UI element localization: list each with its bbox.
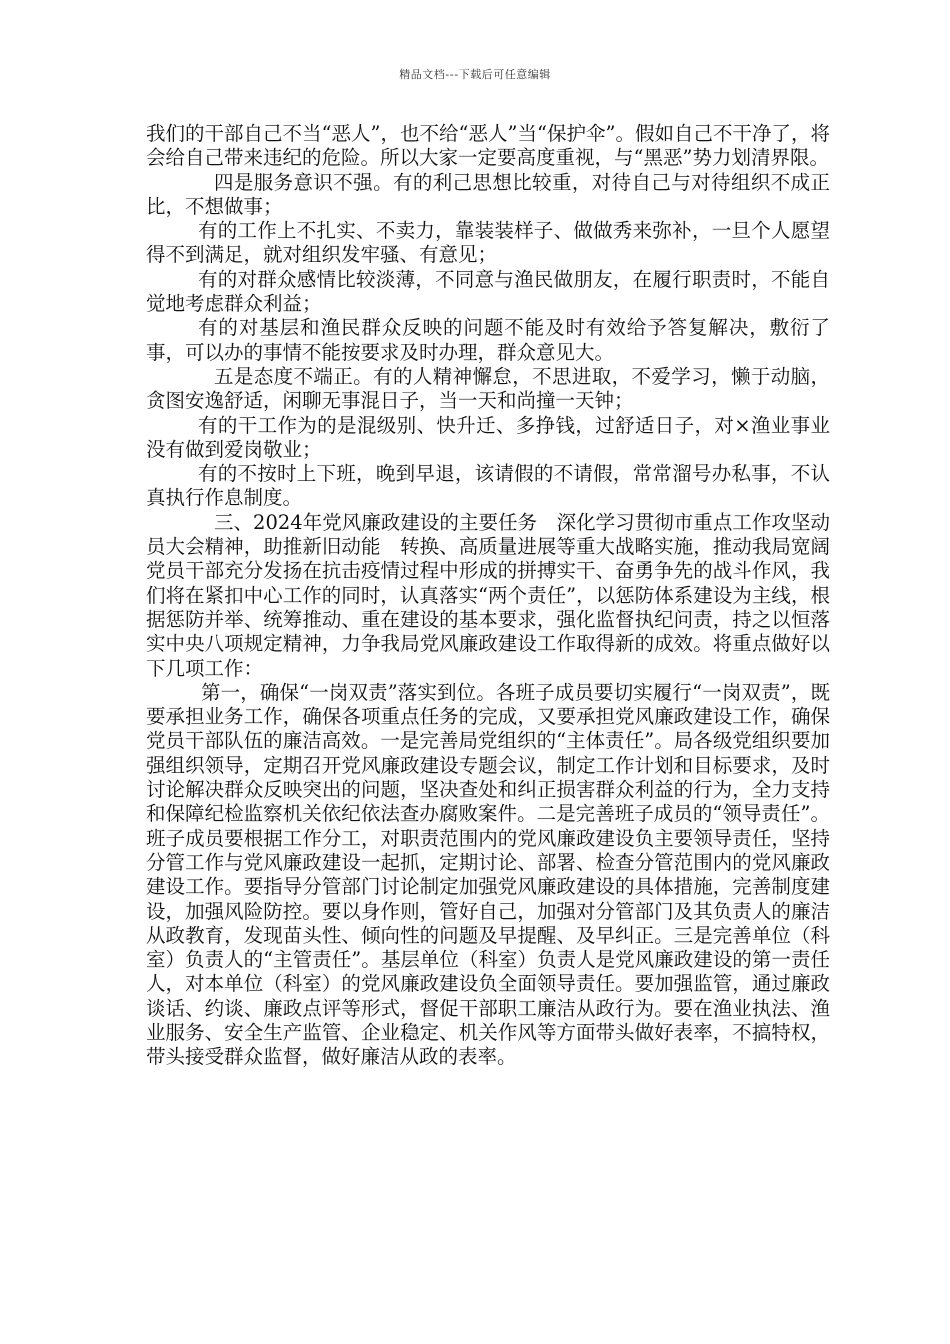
paragraph: 三、2024年党风廉政建设的主要任务 深化学习贯彻市重点工作攻坚动员大会精神，助推新旧动能 转换、高质量进展等重大战略实施，推动我局宽阔党员干部充分发扬在抗击疫情过程中形成的拼搏实干、奋勇争先的战斗作风，我们将在紧扣中心工作的同时，认真落实“两个责任”，以惩防体系建设为主线，根据惩防并举、统筹推动、重在建设的基本要求，强化监督执纪问责，持之以恒落实中央八项规定精神，力争我局党风廉政建设工作取得新的成效。将重点做好以下几项工作： — [146, 510, 830, 680]
paragraph: 第一，确保“一岗双责”落实到位。各班子成员要切实履行“一岗双责”，既要承担业务工作，确保各项重点任务的完成，又要承担党风廉政建设工作，确保党员干部队伍的廉洁高效。一是完善局党组织的“主体责任”。局各级党组织要加强组织领导，定期召开党风廉政建设专题会议，制定工作计划和目标要求，及时讨论解决群众反映突出的问题，坚决查处和纠正损害群众利益的行为，全力支持和保障纪检监察机关依纪依法查办腐败案件。二是完善班子成员的“领导责任”。班子成员要根据工作分工，对职责范围内的党风廉政建设负主要领导责任，坚持分管工作与党风廉政建设一起抓，定期讨论、部署、检查分管范围内的党风廉政建设工作。要指导分管部门讨论制定加强党风廉政建设的具体措施，完善制度建设，加强风险防控。要以身作则，管好自己，加强对分管部门及其负责人的廉洁从政教育，发现苗头性、倾向性的问题及早提醒、及早纠正。三是完善单位（科室）负责人的“主管责任”。基层单位（科室）负责人是党风廉政建设的第一责任人，对本单位（科室）的党风廉政建设负全面领导责任。要加强监管，通过廉政谈话、约谈、廉政点评等形式，督促干部职工廉洁从政行为。要在渔业执法、渔业服务、安全生产监管、企业稳定、机关作风等方面带头做好表率，不搞特权，带头接受群众监督，做好廉洁从政的表率。 — [146, 680, 830, 1069]
paragraph: 四是服务意识不强。有的利己思想比较重，对待自己与对待组织不成正比，不想做事； — [146, 170, 830, 218]
page-header: 精品文档---下载后可任意编辑 — [399, 68, 551, 81]
paragraph: 有的工作上不扎实、不卖力，靠装装样子、做做秀来弥补，一旦个人愿望得不到满足，就对组织发牢骚、有意见； — [146, 219, 830, 267]
paragraph: 有的对基层和渔民群众反映的问题不能及时有效给予答复解决，敷衍了事，可以办的事情不能按要求及时办理，群众意见大。 — [146, 316, 830, 364]
paragraph: 有的不按时上下班，晚到早退，该请假的不请假，常常溜号办私事，不认真执行作息制度。 — [146, 462, 830, 510]
paragraph: 五是态度不端正。有的人精神懈怠，不思进取，不爱学习，懒于动脑，贪图安逸舒适，闲聊无事混日子，当一天和尚撞一天钟； — [146, 364, 830, 413]
paragraph: 有的干工作为的是混级别、快升迁、多挣钱，过舒适日子，对×渔业事业没有做到爱岗敬业； — [146, 413, 830, 461]
document-body — [146, 122, 830, 1070]
paragraph: 有的对群众感情比较淡薄，不同意与渔民做朋友，在履行职责时，不能自觉地考虑群众利益； — [146, 267, 830, 316]
paragraph: 我们的干部自己不当“恶人”，也不给“恶人”当“保护伞”。假如自己不干净了，将会给自己带来违纪的危险。所以大家一定要高度重视，与“黑恶”势力划清界限。 — [146, 122, 830, 170]
